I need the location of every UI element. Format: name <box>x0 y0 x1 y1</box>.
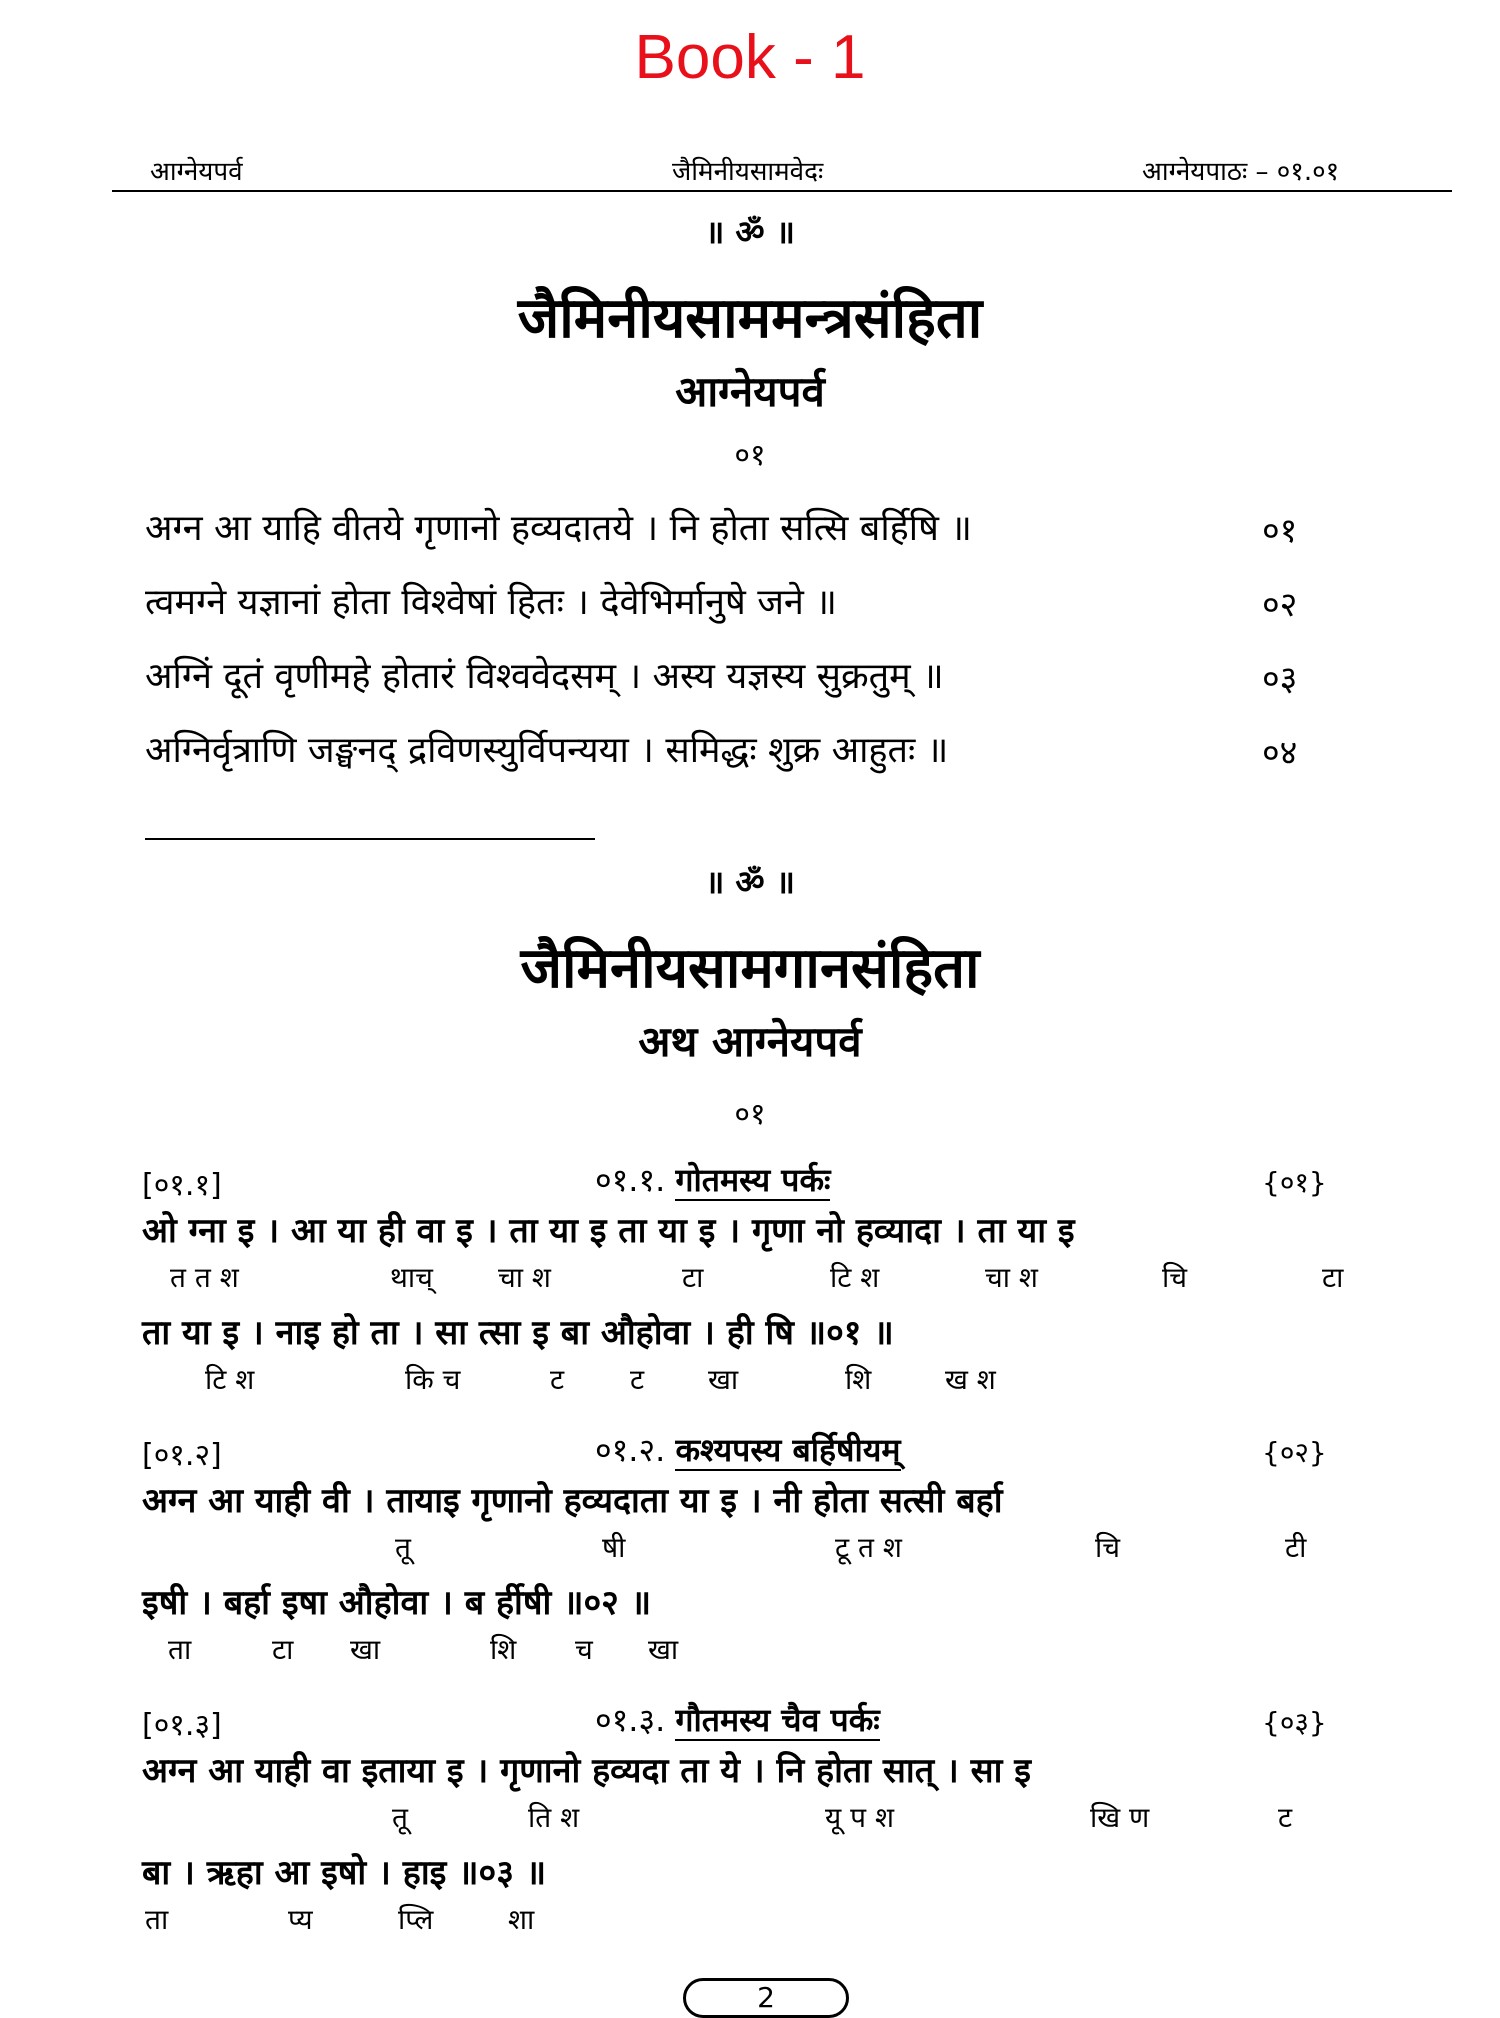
song-2-note-1-4: चि <box>1095 1531 1121 1564</box>
song-2-note-1-3: टू त श <box>835 1531 902 1564</box>
song-2-title-number: ०१.२. <box>595 1431 666 1469</box>
song-1-title-number: ०१.१. <box>595 1161 666 1199</box>
header-left: आग्नेयपर्व <box>150 157 243 187</box>
song-1-line-2: ता या इ । नाइ हो ता । सा त्सा इ बा औहोवा । ही षि ॥०१ ॥ <box>142 1313 894 1353</box>
song-1-note-2-2: कि च <box>405 1363 461 1396</box>
mantra-title: जैमिनीयसाममन्त्रसंहिता <box>517 286 983 351</box>
song-2-note-1-5: टी <box>1285 1531 1307 1564</box>
song-3-ref: [०१.३] <box>142 1708 222 1743</box>
page-number: 2 <box>683 1978 849 2018</box>
verse-number-2: ०२ <box>1262 585 1298 625</box>
song-1-note-1-3: चा श <box>498 1261 551 1294</box>
song-3-note-2-3: प्लि <box>398 1903 434 1936</box>
song-2-note-1-2: षी <box>602 1531 626 1564</box>
song-3-number: {०३} <box>1262 1706 1327 1739</box>
song-3-note-1-2: ति श <box>528 1801 580 1834</box>
verse-number-4: ०४ <box>1262 733 1298 773</box>
song-1-note-1-2: थाच् <box>390 1261 433 1294</box>
song-3-title-text: गौतमस्य चैव पर्कः <box>675 1701 880 1739</box>
song-3-note-1-5: ट <box>1278 1801 1293 1834</box>
verse-number-1: ०१ <box>1262 511 1298 551</box>
om-symbol-2: ॥ ॐ ॥ <box>705 863 795 901</box>
song-3-line-2: बा । ऋहा आ इषो । हाइ ॥०३ ॥ <box>142 1853 547 1893</box>
song-1-note-2-6: शि <box>845 1363 872 1396</box>
verse-number-3: ०३ <box>1262 659 1298 699</box>
song-3-note-1-1: तू <box>392 1801 408 1834</box>
song-1-note-2-5: खा <box>708 1363 739 1396</box>
gana-section-number: ०१ <box>734 1097 766 1132</box>
song-1-note-2-4: ट <box>630 1363 645 1396</box>
verse-2: त्वमग्ने यज्ञानां होता विश्वेषां हितः । देवेभिर्मानुषे जने ॥ <box>145 582 837 623</box>
song-3-title <box>595 1698 880 1741</box>
song-3-note-2-1: ता <box>145 1903 169 1936</box>
song-1-ref: [०१.१] <box>142 1168 222 1203</box>
song-3-note-1-3: यू प श <box>825 1801 894 1834</box>
song-2-line-1: अग्न आ याही वी । तायाइ गृणानो हव्यदाता या इ । नी होता सत्सी बर्हा <box>142 1481 1003 1521</box>
song-3-line-1: अग्न आ याही वा इताया इ । गृणानो हव्यदा ता ये । नि होता सात् । सा इ <box>142 1751 1031 1791</box>
song-2-note-2-5: च <box>575 1633 593 1666</box>
header-center: जैमिनीयसामवेदः <box>672 157 824 187</box>
verse-3: अग्निं दूतं वृणीमहे होतारं विश्ववेदसम् । अस्य यज्ञस्य सुक्रतुम् ॥ <box>145 656 944 697</box>
song-1-note-2-7: ख श <box>945 1363 996 1396</box>
song-1-note-1-7: चि <box>1162 1261 1188 1294</box>
verse-1: अग्न आ याहि वीतये गृणानो हव्यदातये । नि होता सत्सि बर्हिषि ॥ <box>145 508 972 549</box>
song-3-note-1-4: खि ण <box>1090 1801 1150 1834</box>
song-2-note-2-1: ता <box>168 1633 192 1666</box>
song-2-ref: [०१.२] <box>142 1438 222 1473</box>
song-2-title <box>595 1428 901 1471</box>
mantra-subtitle: आग्नेयपर्व <box>675 367 825 416</box>
song-1-number: {०१} <box>1262 1166 1327 1199</box>
mantra-section-number: ०१ <box>734 438 766 473</box>
song-1-line-1: ओ ग्ना इ । आ या ही वा इ । ता या इ ता या इ । गृणा नो हव्यादा । ता या इ <box>142 1211 1075 1251</box>
song-1-note-2-3: ट <box>550 1363 565 1396</box>
song-2-note-1-1: तू <box>395 1531 411 1564</box>
song-2-note-2-2: टा <box>272 1633 294 1666</box>
song-3-title-number: ०१.३. <box>595 1701 666 1739</box>
om-symbol-1: ॥ ॐ ॥ <box>705 213 795 251</box>
song-1-note-2-1: टि श <box>205 1363 255 1396</box>
gana-subtitle: अथ आग्नेयपर्व <box>638 1017 862 1066</box>
song-2-title-text: कश्यपस्य बर्हिषीयम् <box>675 1431 901 1469</box>
song-1-note-1-6: चा श <box>985 1261 1038 1294</box>
header-right: आग्नेयपाठः – ०१.०१ <box>1142 157 1340 187</box>
section-rule <box>145 838 595 840</box>
song-1-title <box>595 1158 830 1201</box>
song-2-note-2-3: खा <box>350 1633 381 1666</box>
song-1-note-1-5: टि श <box>830 1261 880 1294</box>
book-label: Book - 1 <box>634 23 866 92</box>
song-3-note-2-2: प्य <box>288 1903 313 1936</box>
song-1-note-1-8: टा <box>1322 1261 1344 1294</box>
song-1-title-text: गोतमस्य पर्कः <box>675 1161 831 1199</box>
song-1-note-1-4: टा <box>682 1261 704 1294</box>
gana-title: जैमिनीयसामगानसंहिता <box>520 936 980 1001</box>
song-1-note-1-1: त त श <box>170 1261 239 1294</box>
verse-4: अग्निर्वृत्राणि जङ्घनद् द्रविणस्युर्विपन्यया । समिद्धः शुक्र आहुतः ॥ <box>145 730 949 771</box>
song-2-note-2-4: शि <box>490 1633 517 1666</box>
song-3-note-2-4: शा <box>508 1903 535 1936</box>
song-2-line-2: इषी । बर्हा इषा औहोवा । ब र्हीषी ॥०२ ॥ <box>142 1583 652 1623</box>
song-2-number: {०२} <box>1262 1436 1327 1469</box>
header-rule <box>112 190 1452 192</box>
song-2-note-2-6: खा <box>648 1633 679 1666</box>
